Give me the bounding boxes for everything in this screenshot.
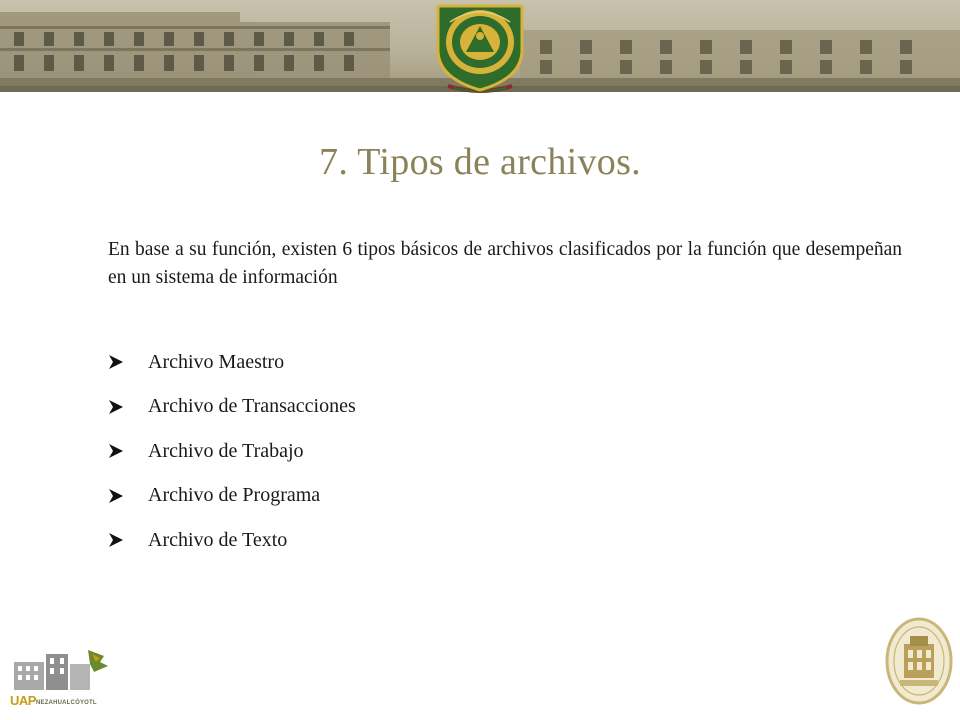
campus-logo-main: UAP bbox=[10, 693, 36, 708]
intro-paragraph: En base a su función, existen 6 tipos básicos de archivos clasificados por la función que desempeñan en un sistema de información bbox=[108, 239, 902, 288]
list-item bbox=[108, 474, 356, 519]
arrowhead-icon bbox=[108, 488, 124, 504]
arrowhead-icon bbox=[108, 399, 124, 415]
list-item-label: Archivo de Texto bbox=[148, 528, 288, 551]
arrowhead-icon bbox=[108, 354, 124, 370]
list-item-label: Archivo Maestro bbox=[148, 350, 285, 373]
list-item bbox=[108, 429, 356, 474]
arrowhead-icon bbox=[108, 532, 124, 548]
campus-logo bbox=[10, 644, 122, 706]
arrowhead-icon bbox=[108, 443, 124, 459]
anniversary-seal-icon bbox=[884, 616, 954, 706]
list-item bbox=[108, 518, 356, 563]
file-types-list bbox=[108, 340, 356, 563]
university-crest-icon bbox=[420, 0, 540, 96]
slide-title: 7. Tipos de archivos. bbox=[319, 141, 641, 183]
list-item-label: Archivo de Trabajo bbox=[148, 439, 304, 462]
list-item-label: Archivo de Transacciones bbox=[148, 395, 356, 418]
campus-building-icon bbox=[10, 644, 122, 692]
list-item bbox=[108, 340, 356, 385]
campus-logo-text bbox=[10, 692, 122, 706]
list-item bbox=[108, 385, 356, 430]
list-item-label: Archivo de Programa bbox=[148, 484, 321, 507]
campus-logo-sub: NEZAHUALCÓYOTL bbox=[35, 700, 97, 706]
